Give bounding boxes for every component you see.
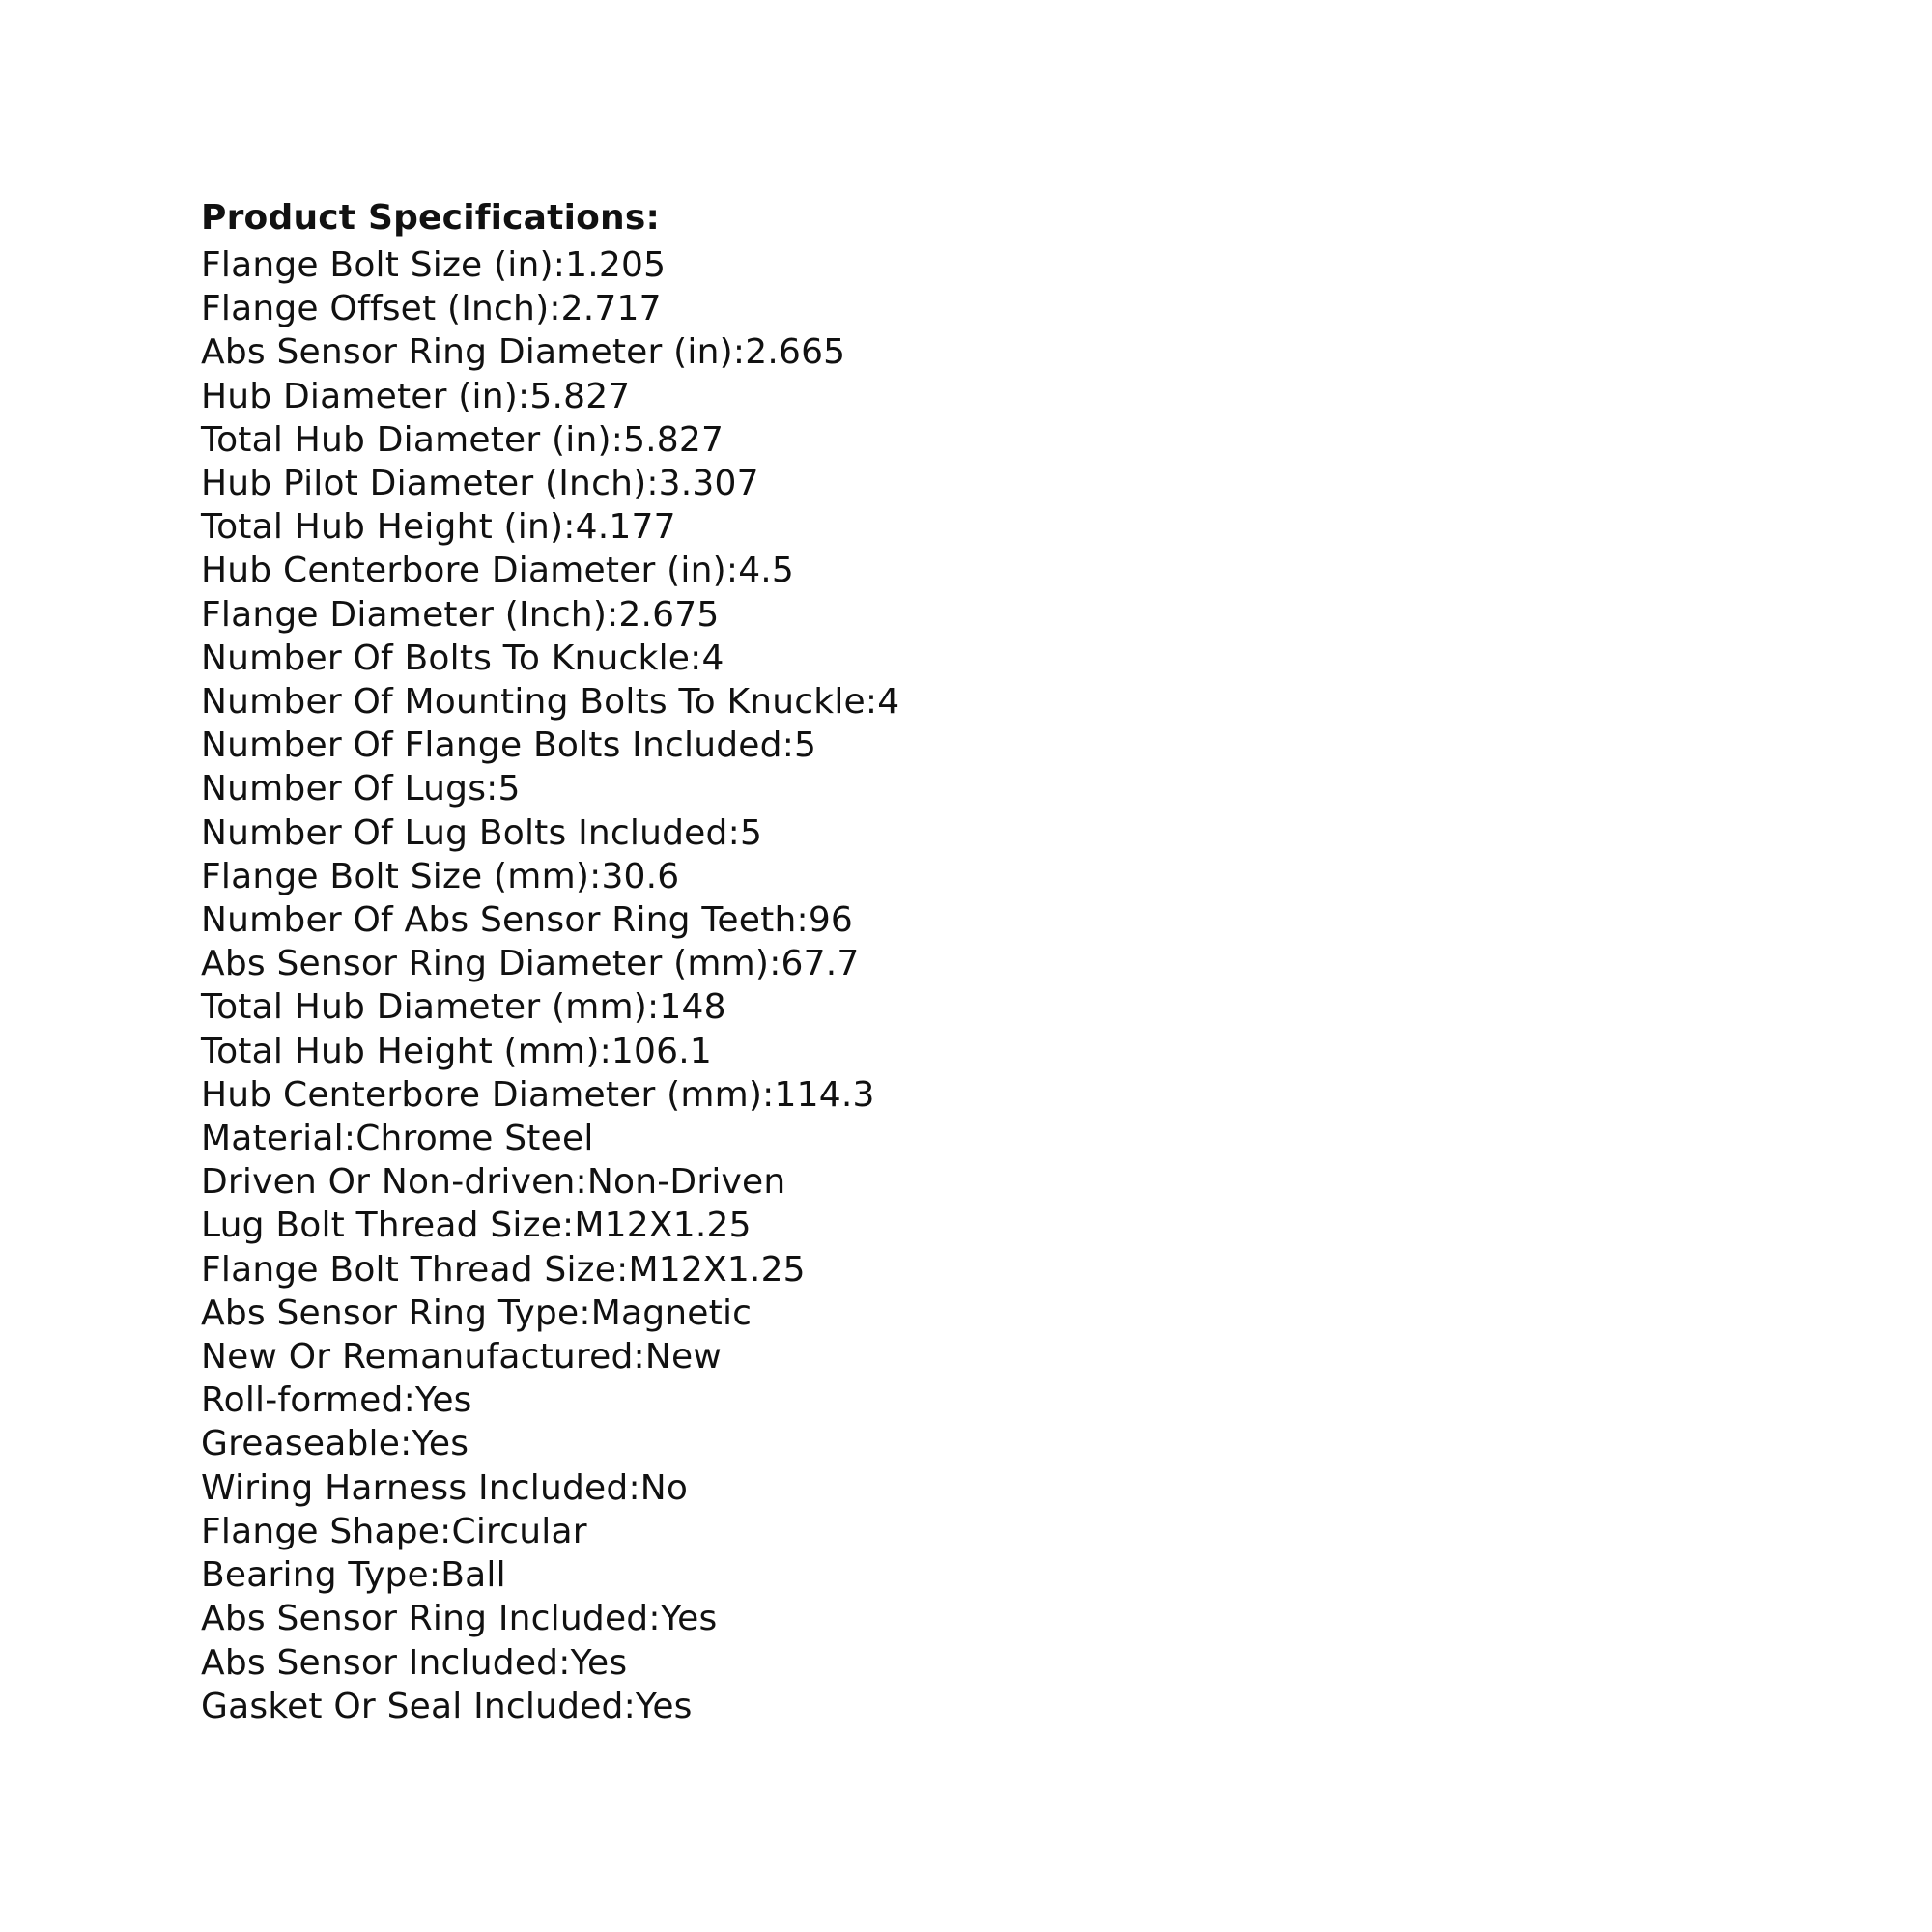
- spec-item: [201, 855, 1843, 898]
- spec-separator: :: [563, 507, 576, 548]
- spec-item: [201, 680, 1843, 724]
- spec-separator: :: [589, 856, 602, 896]
- spec-value: 3.307: [658, 464, 759, 504]
- spec-value: 2.665: [745, 332, 846, 373]
- spec-item: [201, 1073, 1843, 1117]
- spec-separator: :: [762, 1074, 775, 1115]
- spec-item: [201, 549, 1843, 592]
- spec-value: 5: [497, 769, 521, 810]
- spec-separator: :: [440, 1511, 452, 1551]
- spec-item: [201, 1466, 1843, 1510]
- spec-separator: :: [628, 1467, 640, 1508]
- spec-separator: :: [732, 332, 746, 373]
- spec-separator: :: [579, 1293, 591, 1333]
- spec-value: Circular: [451, 1511, 587, 1551]
- spec-item: [201, 1553, 1843, 1597]
- spec-item: [201, 375, 1843, 418]
- spec-separator: :: [403, 1380, 415, 1421]
- spec-item: [201, 593, 1843, 637]
- spec-item: [201, 1641, 1843, 1685]
- spec-value: 67.7: [781, 944, 860, 984]
- spec-item: [201, 243, 1843, 287]
- spec-value: Chrome Steel: [355, 1119, 594, 1159]
- spec-separator: :: [647, 987, 660, 1028]
- spec-separator: :: [727, 812, 740, 853]
- spec-separator: :: [518, 376, 530, 416]
- spec-label: Bearing Type: [201, 1555, 429, 1596]
- spec-value: 5.827: [529, 376, 631, 416]
- spec-label: Abs Sensor Ring Diameter (mm): [201, 944, 770, 984]
- spec-separator: :: [796, 900, 809, 941]
- spec-item: [201, 985, 1843, 1029]
- spec-separator: :: [611, 419, 624, 460]
- spec-separator: :: [549, 289, 561, 329]
- spec-item: [201, 1204, 1843, 1247]
- spec-value: 148: [659, 987, 726, 1028]
- spec-separator: :: [428, 1555, 441, 1596]
- spec-value: Magnetic: [590, 1293, 753, 1333]
- spec-value: 5.827: [623, 419, 724, 460]
- spec-value: 114.3: [774, 1074, 875, 1115]
- spec-label: Number Of Flange Bolts Included: [201, 725, 782, 766]
- spec-item: [201, 1378, 1843, 1422]
- spec-label: Gasket Or Seal Included: [201, 1686, 624, 1726]
- spec-item: [201, 1030, 1843, 1073]
- spec-title: Product Specifications:: [201, 198, 661, 238]
- spec-item: [201, 767, 1843, 810]
- spec-label: Number Of Mounting Bolts To Knuckle: [201, 682, 866, 723]
- spec-separator: :: [781, 725, 795, 766]
- spec-item: [201, 1335, 1843, 1378]
- spec-value: No: [639, 1467, 689, 1508]
- spec-label: Hub Centerbore Diameter (mm): [201, 1074, 763, 1115]
- spec-item: [201, 811, 1843, 855]
- spec-value: M12X1.25: [628, 1249, 806, 1290]
- spec-separator: :: [575, 1162, 587, 1203]
- spec-item: [201, 724, 1843, 767]
- spec-value: 5: [794, 725, 817, 766]
- spec-label: Wiring Harness Included: [201, 1467, 629, 1508]
- spec-label: Number Of Abs Sensor Ring Teeth: [201, 900, 797, 941]
- spec-separator: :: [725, 551, 739, 591]
- spec-list: [201, 243, 1843, 1728]
- spec-value: Yes: [412, 1424, 469, 1464]
- spec-label: Number Of Lug Bolts Included: [201, 812, 728, 853]
- spec-item: [201, 1422, 1843, 1465]
- spec-separator: :: [400, 1424, 412, 1464]
- spec-item: [201, 942, 1843, 985]
- spec-separator: :: [769, 944, 781, 984]
- spec-separator: :: [616, 1249, 629, 1290]
- spec-item: [201, 637, 1843, 680]
- spec-value: Yes: [660, 1599, 718, 1639]
- spec-label: Flange Bolt Size (mm): [201, 856, 590, 896]
- spec-label: Total Hub Height (in): [201, 507, 564, 548]
- spec-separator: :: [558, 1642, 571, 1683]
- spec-label: Abs Sensor Ring Type: [201, 1293, 580, 1333]
- spec-separator: :: [865, 682, 878, 723]
- spec-item: [201, 462, 1843, 505]
- spec-value: Yes: [635, 1686, 693, 1726]
- spec-item: [201, 1117, 1843, 1160]
- spec-label: Hub Pilot Diameter (Inch): [201, 464, 647, 504]
- spec-value: Yes: [414, 1380, 472, 1421]
- spec-separator: :: [562, 1206, 575, 1246]
- spec-value: 106.1: [611, 1031, 712, 1071]
- spec-separator: :: [343, 1119, 356, 1159]
- spec-label: Flange Bolt Thread Size: [201, 1249, 617, 1290]
- spec-separator: :: [607, 594, 619, 635]
- spec-label: Total Hub Diameter (mm): [201, 987, 648, 1028]
- spec-label: Roll-formed: [201, 1380, 404, 1421]
- spec-label: Number Of Bolts To Knuckle: [201, 638, 691, 678]
- spec-value: 2.717: [560, 289, 662, 329]
- spec-item: [201, 1160, 1843, 1204]
- spec-value: M12X1.25: [574, 1206, 752, 1246]
- spec-value: 1.205: [565, 245, 667, 285]
- spec-label: Total Hub Diameter (in): [201, 419, 611, 460]
- spec-label: Total Hub Height (mm): [201, 1031, 600, 1071]
- spec-item: [201, 1510, 1843, 1553]
- spec-value: Yes: [570, 1642, 628, 1683]
- spec-value: Non-Driven: [586, 1162, 786, 1203]
- spec-separator: :: [623, 1686, 636, 1726]
- spec-separator: :: [646, 464, 659, 504]
- spec-value: 4.5: [738, 551, 795, 591]
- spec-separator: :: [690, 638, 702, 678]
- spec-label: Material: [201, 1119, 344, 1159]
- spec-label: Driven Or Non-driven: [201, 1162, 576, 1203]
- spec-item: [201, 1292, 1843, 1335]
- spec-value: 96: [808, 900, 854, 941]
- spec-label: Flange Shape: [201, 1511, 440, 1551]
- spec-value: 4: [701, 638, 724, 678]
- spec-label: Hub Centerbore Diameter (in): [201, 551, 726, 591]
- spec-separator: :: [648, 1599, 661, 1639]
- spec-label: Flange Offset (Inch): [201, 289, 550, 329]
- spec-separator: :: [599, 1031, 611, 1071]
- spec-label: Greaseable: [201, 1424, 401, 1464]
- spec-value: 30.6: [601, 856, 680, 896]
- spec-value: 4.177: [575, 507, 676, 548]
- spec-sheet: [201, 195, 1843, 1728]
- spec-value: 2.675: [618, 594, 720, 635]
- spec-value: 5: [739, 812, 763, 853]
- spec-item: [201, 418, 1843, 462]
- spec-label: New Or Remanufactured: [201, 1337, 634, 1378]
- spec-separator: :: [633, 1337, 645, 1378]
- spec-item: [201, 287, 1843, 330]
- spec-label: Number Of Lugs: [201, 769, 487, 810]
- spec-value: Ball: [440, 1555, 506, 1596]
- spec-separator: :: [486, 769, 498, 810]
- spec-item: [201, 898, 1843, 942]
- spec-value: 4: [877, 682, 900, 723]
- spec-separator: :: [553, 245, 566, 285]
- spec-item: [201, 1248, 1843, 1292]
- spec-label: Flange Diameter (Inch): [201, 594, 608, 635]
- spec-label: Flange Bolt Size (in): [201, 245, 554, 285]
- spec-label: Hub Diameter (in): [201, 376, 518, 416]
- spec-item: [201, 330, 1843, 374]
- spec-item: [201, 1685, 1843, 1728]
- spec-label: Abs Sensor Included: [201, 1642, 559, 1683]
- spec-label: Abs Sensor Ring Diameter (in): [201, 332, 733, 373]
- spec-item: [201, 505, 1843, 549]
- spec-value: New: [644, 1337, 722, 1378]
- spec-label: Lug Bolt Thread Size: [201, 1206, 563, 1246]
- spec-label: Abs Sensor Ring Included: [201, 1599, 649, 1639]
- spec-item: [201, 1597, 1843, 1640]
